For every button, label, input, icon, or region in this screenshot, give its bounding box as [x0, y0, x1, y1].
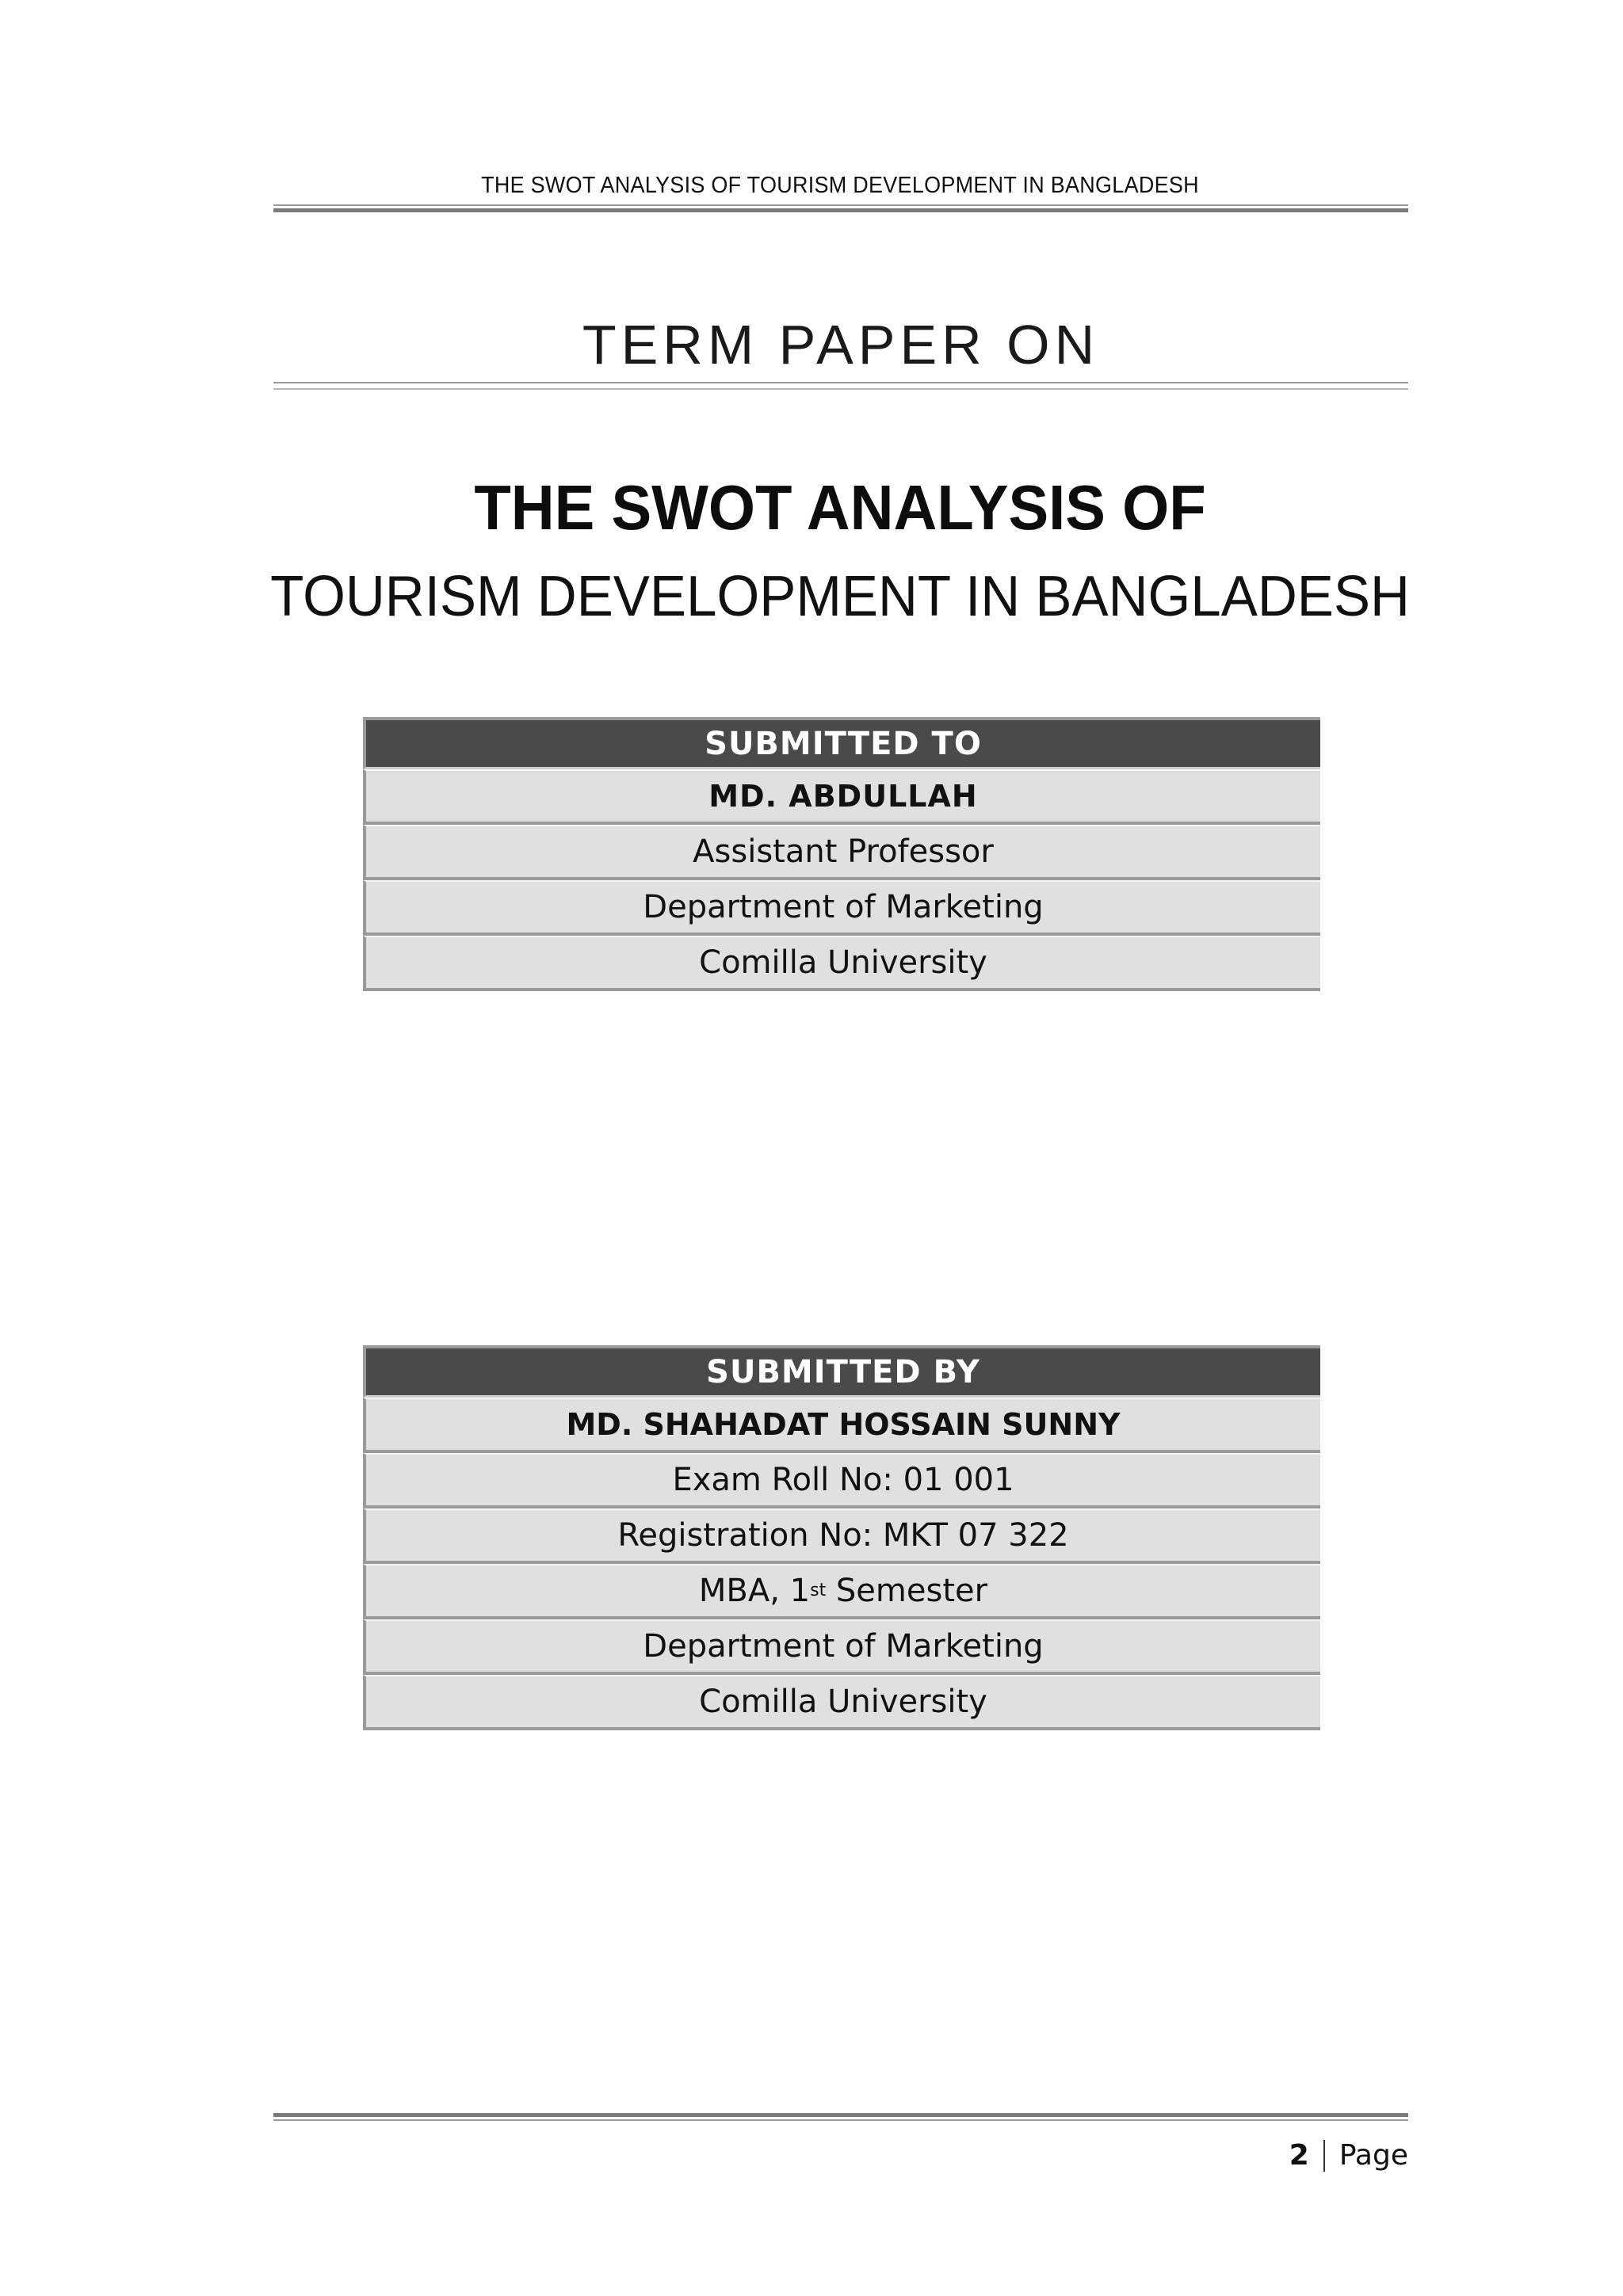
kicker-heading: TERM PAPER ON — [582, 314, 1100, 376]
footer-rule-bottom — [273, 2119, 1408, 2121]
program-prefix: MBA, 1 — [698, 1573, 811, 1609]
student-department: Department of Marketing — [363, 1619, 1320, 1675]
page-footer — [1289, 2139, 1408, 2172]
student-institution: Comilla University — [363, 1675, 1320, 1730]
student-name: MD. SHAHADAT HOSSAIN SUNNY — [363, 1398, 1320, 1453]
student-exam-roll: Exam Roll No: 01 001 — [363, 1453, 1320, 1508]
submitted-by-table — [363, 1345, 1320, 1730]
kicker-rule-bottom — [273, 388, 1408, 390]
submitted-to-table — [363, 717, 1320, 991]
supervisor-department: Department of Marketing — [363, 880, 1320, 936]
submitted-to-heading: SUBMITTED TO — [363, 717, 1320, 769]
paper-title-line2: TOURISM DEVELOPMENT IN BANGLADESH — [270, 565, 1410, 628]
supervisor-designation: Assistant Professor — [363, 825, 1320, 880]
page-number: 2 — [1289, 2139, 1309, 2172]
header-rule-top — [273, 204, 1408, 206]
student-registration: Registration No: MKT 07 322 — [363, 1508, 1320, 1564]
footer-rule-top — [273, 2113, 1408, 2117]
footer-separator — [1323, 2140, 1325, 2172]
paper-title-line1: THE SWOT ANALYSIS OF — [474, 472, 1206, 543]
supervisor-institution: Comilla University — [363, 936, 1320, 991]
header-rule-bottom — [273, 208, 1408, 212]
submitted-by-heading: SUBMITTED BY — [363, 1345, 1320, 1398]
program-suffix: Semester — [826, 1573, 988, 1609]
student-program: MBA, 1 st Semester — [363, 1564, 1320, 1619]
running-header: THE SWOT ANALYSIS OF TOURISM DEVELOPMENT IN BANGLADESH — [481, 173, 1199, 198]
page-label: Page — [1338, 2139, 1408, 2172]
kicker-rule-top — [273, 382, 1408, 383]
supervisor-name: MD. ABDULLAH — [363, 769, 1320, 825]
